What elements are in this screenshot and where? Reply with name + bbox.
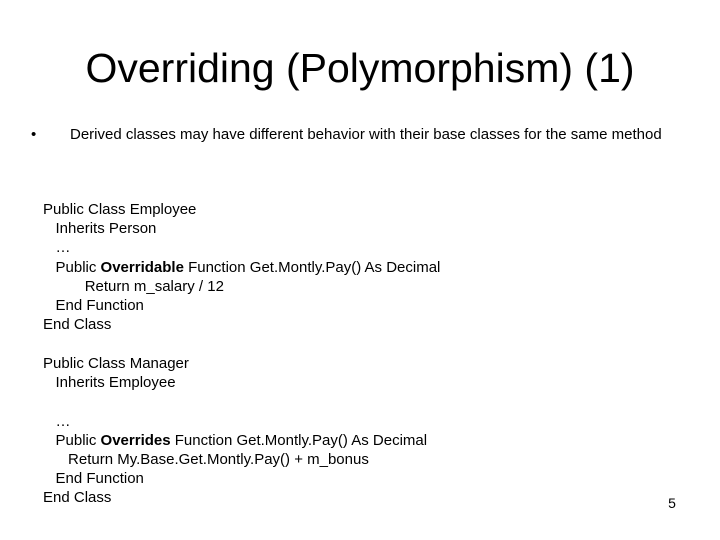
- bullet-text: Derived classes may have different behavior with their base classes for the same method: [70, 126, 662, 143]
- code-text: …: [55, 412, 71, 430]
- code-text: Return My.Base.Get.Montly.Pay() + m_bonus: [68, 450, 369, 468]
- code-text: Inherits Employee: [55, 374, 176, 392]
- code-text: End Function: [55, 470, 144, 488]
- code-text: Public: [55, 431, 101, 449]
- code-indent: [43, 239, 56, 256]
- code-text: Inherits Person: [55, 220, 157, 238]
- code-line: [43, 373, 427, 392]
- code-keyword: Overrides: [100, 431, 171, 449]
- code-line: [43, 219, 440, 238]
- code-line: [43, 354, 427, 373]
- code-text: Public Class Manager: [43, 355, 189, 372]
- code-text: Public: [55, 258, 101, 276]
- code-line: [43, 392, 427, 411]
- code-indent: [43, 451, 68, 468]
- code-text: Public Class Employee: [43, 201, 197, 218]
- code-indent: [43, 413, 56, 430]
- code-text: End Class: [43, 489, 112, 507]
- code-indent: [43, 220, 56, 237]
- code-line: [43, 450, 427, 469]
- code-block-manager: [43, 354, 427, 508]
- code-indent: [43, 374, 56, 391]
- code-block-employee: [43, 200, 440, 334]
- code-line: [43, 238, 440, 257]
- code-line: [43, 277, 440, 296]
- code-indent: [43, 297, 56, 314]
- code-text-after: Function Get.Montly.Pay() As Decimal: [170, 431, 428, 449]
- code-line: [43, 469, 427, 488]
- code-text-after: Function Get.Montly.Pay() As Decimal: [183, 258, 441, 276]
- code-text: Return m_salary / 12: [84, 277, 224, 295]
- code-indent: [43, 432, 56, 449]
- page-number: 5: [668, 495, 676, 511]
- code-indent: [43, 278, 85, 295]
- code-line: [43, 296, 440, 315]
- code-line: [43, 258, 440, 277]
- code-line: [43, 488, 427, 507]
- code-text: End Function: [55, 296, 144, 314]
- code-line: [43, 315, 440, 334]
- code-keyword: Overridable: [100, 258, 184, 276]
- slide-title: Overriding (Polymorphism) (1): [85, 45, 635, 91]
- bullet-marker: •: [31, 126, 37, 143]
- code-line: [43, 412, 427, 431]
- code-line: [43, 200, 440, 219]
- code-text: …: [55, 239, 71, 257]
- code-line: [43, 431, 427, 450]
- code-indent: [43, 259, 56, 276]
- code-text: End Class: [43, 316, 112, 334]
- code-indent: [43, 470, 56, 487]
